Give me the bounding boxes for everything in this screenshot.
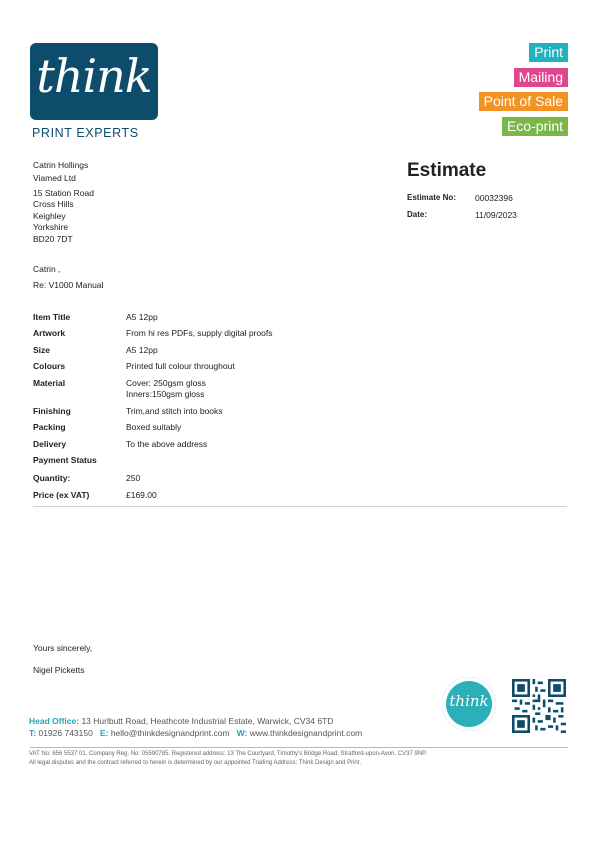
head-office-address: 13 Hurlbutt Road, Heathcote Industrial Estate, Warwick, CV34 6TD <box>81 716 334 726</box>
address-line: BD20 7DT <box>33 234 73 244</box>
web-label: W: <box>236 728 248 738</box>
detail-value: £169.00 <box>126 490 157 500</box>
detail-value: A5 12pp <box>126 345 158 355</box>
service-badge-point-of-sale: Point of Sale <box>479 92 568 111</box>
detail-label: Size <box>33 345 51 355</box>
head-office-label: Head Office: <box>29 716 80 726</box>
greeting: Catrin , <box>33 264 61 274</box>
address-line: Viamed Ltd <box>33 173 76 183</box>
logo-wordmark: think <box>36 49 152 103</box>
detail-label: Packing <box>33 422 66 432</box>
detail-value: Boxed suitably <box>126 422 182 432</box>
detail-label: Delivery <box>33 439 67 449</box>
detail-value: Trim,and stitch into books <box>126 406 223 416</box>
badge-wordmark: think <box>449 692 489 710</box>
legal-line: All legal disputes and the contract referred to herein is determined by our appointed Trading Address: Think Design and Print. <box>29 760 362 766</box>
footer-head-office <box>29 716 333 726</box>
signoff: Yours sincerely, <box>33 643 93 653</box>
address-line: Yorkshire <box>33 222 69 232</box>
detail-label: Colours <box>33 361 66 371</box>
divider <box>33 506 567 507</box>
footer-contacts <box>29 728 362 738</box>
detail-label: Artwork <box>33 328 66 338</box>
logo-tagline: PRINT EXPERTS <box>32 126 139 140</box>
service-badge-mailing: Mailing <box>514 68 568 87</box>
detail-value-2: Inners:150gsm gloss <box>126 389 205 399</box>
estimate-date-label: Date: <box>407 210 428 219</box>
detail-value: Cover: 250gsm gloss <box>126 378 206 388</box>
detail-label: Material <box>33 378 66 388</box>
detail-label: Payment Status <box>33 455 97 465</box>
estimate-title: Estimate <box>407 160 487 181</box>
service-badge-print: Print <box>529 43 568 62</box>
detail-label: Price (ex VAT) <box>33 490 90 500</box>
address-line: Cross Hills <box>33 199 74 209</box>
detail-value: Printed full colour throughout <box>126 361 235 371</box>
footer-tel: 01926 743150 <box>38 728 93 738</box>
detail-value: A5 12pp <box>126 312 158 322</box>
address-line: 15 Station Road <box>33 188 94 198</box>
signatory: Nigel Picketts <box>33 665 85 675</box>
detail-value: To the above address <box>126 439 208 449</box>
detail-value: From hi res PDFs, supply digital proofs <box>126 328 273 338</box>
tel-label: T: <box>29 728 37 738</box>
detail-label: Quantity: <box>33 473 71 483</box>
qr-code-icon <box>512 679 566 733</box>
service-badge-eco-print: Eco-print <box>502 117 568 136</box>
recipient-name: Catrin Hollings <box>33 160 89 170</box>
footer-divider <box>30 747 568 748</box>
footer-email[interactable]: hello@thinkdesignandprint.com <box>110 728 230 738</box>
email-label: E: <box>99 728 109 738</box>
address-line: Keighley <box>33 211 66 221</box>
estimate-number-label: Estimate No: <box>407 193 456 202</box>
detail-value: 250 <box>126 473 141 483</box>
detail-label: Finishing <box>33 406 71 416</box>
estimate-date: 11/09/2023 <box>475 210 517 220</box>
legal-line: VAT No: 656 5537 01. Company Reg. No: 05590785. Registered address: 13 The Courtyard, Timothy's Bridge Road, Stratford-upon-Avon, CV37 9NP. <box>29 751 428 757</box>
detail-label: Item Title <box>33 312 71 322</box>
estimate-number: 00032396 <box>475 193 513 203</box>
footer-website[interactable]: www.thinkdesignandprint.com <box>249 728 363 738</box>
company-logo <box>30 43 158 120</box>
subject-line: Re: V1000 Manual <box>33 280 104 290</box>
